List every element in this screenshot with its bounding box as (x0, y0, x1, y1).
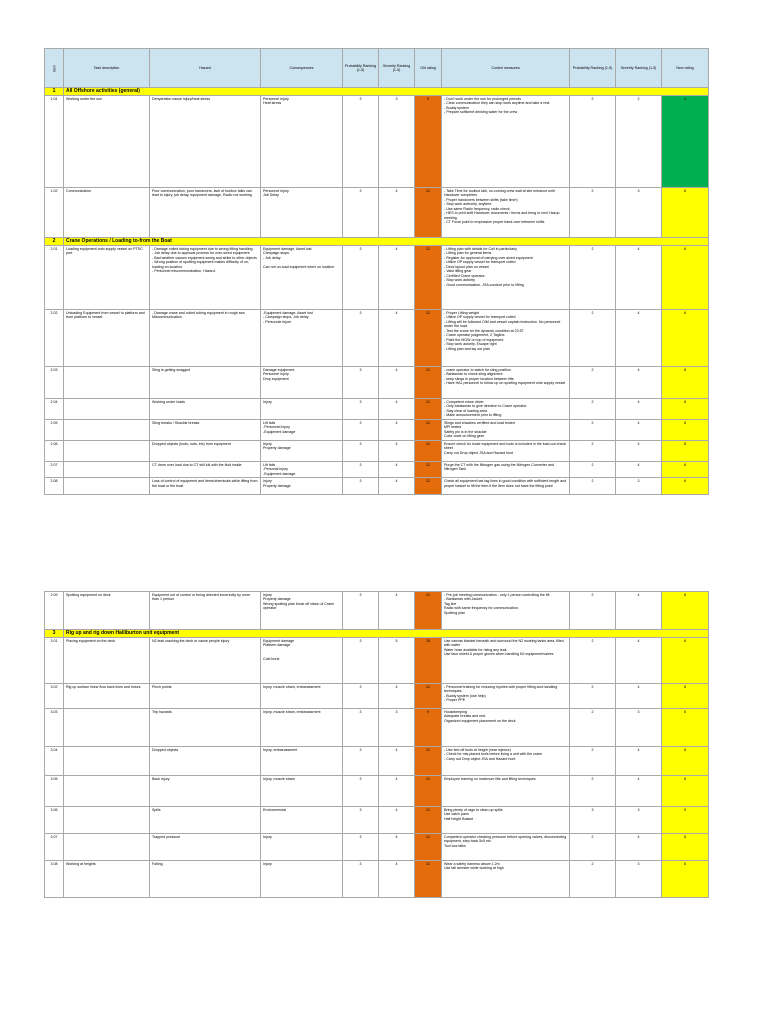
severity-ranking-new: 4 (616, 367, 662, 399)
severity-ranking: 4 (379, 462, 415, 478)
table-row (45, 420, 709, 441)
table-row (45, 638, 709, 684)
severity-ranking: 4 (379, 834, 415, 861)
section-header-row (45, 88, 709, 96)
probability-ranking: 3 (343, 399, 379, 420)
consequences: Injury Property damage (261, 441, 343, 462)
consequences: -Equipment damage, Asset lost - Campaign stops, Job delay - Personnle injure (261, 310, 343, 367)
table-row (45, 807, 709, 834)
severity-ranking: 4 (379, 747, 415, 776)
old-rating: 12 (415, 776, 442, 807)
header-hazard: Hazard (150, 49, 261, 88)
hazard: Trapped pressure (150, 834, 261, 861)
item-number: 3.01 (45, 638, 64, 684)
old-rating: 12 (415, 246, 442, 310)
probability-ranking: 3 (343, 478, 379, 495)
hazard: Trip hazards (150, 709, 261, 747)
severity-ranking-new: 4 (616, 776, 662, 807)
probability-ranking: 3 (343, 96, 379, 188)
control-measures: - Pre-job meeting communication - only 1 person controlling the lift - Banksman with Jacket. Tag line Radio with same frequency for communication. Spotting plan (442, 592, 570, 630)
old-rating: 12 (415, 861, 442, 898)
severity-ranking: 4 (379, 776, 415, 807)
table-row (45, 246, 709, 310)
consequences: Equipment damage Platform damage Cold burst (261, 638, 343, 684)
table-row (45, 776, 709, 807)
old-rating: 12 (415, 834, 442, 861)
task-description (64, 420, 150, 441)
severity-ranking-new: 4 (616, 441, 662, 462)
probability-ranking-new: 2 (570, 776, 616, 807)
control-measures: - Competent crane driver - Only banksman to give direction to Crane operator. - Stay clear of loading area - Make announcement prior to lifting (442, 399, 570, 420)
severity-ranking-new: 3 (616, 709, 662, 747)
item-number: 2.03 (45, 367, 64, 399)
old-rating: 12 (415, 478, 442, 495)
probability-ranking: 3 (343, 638, 379, 684)
header-old-rating: Old rating (415, 49, 442, 88)
table-row (45, 399, 709, 420)
severity-ranking: 4 (379, 420, 415, 441)
severity-ranking-new: 2 (616, 96, 662, 188)
table-body (45, 88, 709, 495)
new-rating: 6 (662, 709, 709, 747)
section-title: Crane Operations / Loading to-from the Boat (64, 238, 709, 246)
item-number: 3.04 (45, 747, 64, 776)
severity-ranking: 4 (379, 807, 415, 834)
severity-ranking: 4 (379, 592, 415, 630)
severity-ranking-new: 4 (616, 684, 662, 709)
probability-ranking-new: 2 (570, 462, 616, 478)
task-description (64, 462, 150, 478)
consequences: Personnel injury Job Delay (261, 188, 343, 238)
section-title: All Offshore activities (general) (64, 88, 709, 96)
header-severity-2: Severity Ranking (1-5) (616, 49, 662, 88)
table-row (45, 684, 709, 709)
task-description (64, 776, 150, 807)
severity-ranking-new: 3 (616, 478, 662, 495)
new-rating: 8 (662, 246, 709, 310)
section-number: 2 (45, 238, 64, 246)
probability-ranking: 3 (343, 861, 379, 898)
hazard: Spills (150, 807, 261, 834)
header-probability: Probability Ranking (1-5) (343, 49, 379, 88)
new-rating: 8 (662, 834, 709, 861)
severity-ranking-new: 4 (616, 420, 662, 441)
probability-ranking-new: 2 (570, 478, 616, 495)
control-measures: - crane operator to watch for sling position - Banksman to check sling alignment - keep slings in proper location between lifts - Have HAL personnel to follow up on spotting equipment onto supply vessel (442, 367, 570, 399)
control-measures: Check all equipment has tag lines in good condition with sufficient length and proper basket to lift the item if the item does not have the lifting point (442, 478, 570, 495)
probability-ranking-new: 2 (570, 684, 616, 709)
severity-ranking: 4 (379, 310, 415, 367)
new-rating: 8 (662, 592, 709, 630)
table-row (45, 861, 709, 898)
severity-ranking-new: 4 (616, 462, 662, 478)
hazard: Dropped objects (tools, nuts, etc) from equipment (150, 441, 261, 462)
control-measures: - Personnel training for reducing injuries with proper lifting and handling techniques. - Buddy system (use help) - Proper PPE (442, 684, 570, 709)
old-rating: 12 (415, 399, 442, 420)
task-description: Working at heights (64, 861, 150, 898)
severity-ranking: 3 (379, 709, 415, 747)
severity-ranking-new: 3 (616, 861, 662, 898)
probability-ranking-new: 2 (570, 96, 616, 188)
new-rating: 8 (662, 310, 709, 367)
probability-ranking: 3 (343, 592, 379, 630)
item-number: 2.07 (45, 462, 64, 478)
control-measures: - Proper Lifting weight - Utilize OP supply vessel for transport coiled - Lifting will be followed OIM and vessel captain instruction. No personnel under the load. - Test the crane for the dynamic condition at 23.5T - Crane operator judgement, 2 Tagline. - Paint the MGW on top of equipment - Stop work autority. Escape right - Lifting plan and lay out plan (442, 310, 570, 367)
severity-ranking-new: 4 (616, 638, 662, 684)
header-control: Control measures (442, 49, 570, 88)
consequences: Injury, embarassment (261, 747, 343, 776)
item-number: 2.05 (45, 420, 64, 441)
probability-ranking-new: 2 (570, 638, 616, 684)
task-description (64, 441, 150, 462)
item-number: 3.03 (45, 709, 64, 747)
hazard: CT drum over load due to CT still full with the fluid inside (150, 462, 261, 478)
consequences: Injury, muscle strain, embarassment (261, 709, 343, 747)
probability-ranking: 3 (343, 709, 379, 747)
severity-ranking-new: 4 (616, 399, 662, 420)
new-rating: 8 (662, 638, 709, 684)
hazard: Sling is getting snagged (150, 367, 261, 399)
hazard: Falling (150, 861, 261, 898)
hazard: - Damage crane and coiled tubing equipment in rough sea. Miscommunication (150, 310, 261, 367)
item-number: 1.02 (45, 188, 64, 238)
header-task: Task description (64, 49, 150, 88)
task-description: Loading equipment onto supply vessel on PTSC port (64, 246, 150, 310)
item-number: 2.01 (45, 246, 64, 310)
task-description: Rig up surface lines/ flow back lines and hoses (64, 684, 150, 709)
new-rating: 8 (662, 684, 709, 709)
control-measures: - Take Time for toolbox talk, on-coming crew wait at site entrance until Handover completes - Proper handovers between shifts (take time!) - Stop work authority, anytime. - Use same Radio frequency, radio check - HES to print shift Handover documents / forms and bring to next Hazop meeting - CT Focal point to emphasize proper hand-over between shifts (442, 188, 570, 238)
table-row (45, 441, 709, 462)
probability-ranking: 3 (343, 807, 379, 834)
old-rating: 12 (415, 684, 442, 709)
task-description (64, 747, 150, 776)
section-header-row (45, 238, 709, 246)
probability-ranking-new: 2 (570, 310, 616, 367)
severity-ranking: 4 (379, 367, 415, 399)
probability-ranking: 3 (343, 420, 379, 441)
item-number: 2.06 (45, 441, 64, 462)
probability-ranking-new: 2 (570, 367, 616, 399)
probability-ranking-new: 2 (570, 246, 616, 310)
new-rating: 4 (662, 96, 709, 188)
probability-ranking-new: 2 (570, 834, 616, 861)
old-rating: 12 (415, 462, 442, 478)
severity-ranking-new: 4 (616, 246, 662, 310)
old-rating: 9 (415, 96, 442, 188)
consequences: Injury, muscle strain (261, 776, 343, 807)
severity-ranking: 4 (379, 861, 415, 898)
item-number: 2.02 (45, 310, 64, 367)
item-number: 2.04 (45, 399, 64, 420)
new-rating: 8 (662, 776, 709, 807)
header-consequences: Consequences (261, 49, 343, 88)
probability-ranking: 3 (343, 834, 379, 861)
consequences: Personnel injury Heat stress (261, 96, 343, 188)
hazard: Poor communication, poor handovers, lack of toolbox talks can lead to injury, job delay, equipment damage, Radio not working (150, 188, 261, 238)
consequences: Injury (261, 861, 343, 898)
consequences: Injury (261, 399, 343, 420)
control-measures: Slings and shackles certified and load tested MPI tested Safety pin is in the shackle Color code on lifting gear (442, 420, 570, 441)
probability-ranking-new: 3 (570, 807, 616, 834)
control-measures: Wear a safety harness above 1.2m Use fall arrester while working at high (442, 861, 570, 898)
table-row (45, 592, 709, 630)
old-rating: 12 (415, 367, 442, 399)
old-rating: 12 (415, 420, 442, 441)
new-rating: 8 (662, 462, 709, 478)
severity-ranking: 4 (379, 441, 415, 462)
item-number: 3.02 (45, 684, 64, 709)
probability-ranking: 3 (343, 246, 379, 310)
hazard: Loss of control of equipment and items/chemicals while lifting from the boat or the boat (150, 478, 261, 495)
consequences: Injury Property damage (261, 478, 343, 495)
risk-table-page-1 (44, 48, 709, 495)
control-measures: Ensure check for loose equipment and tools is included in the load-out check sheet Carry out Drop object JSA and Hazard hunt (442, 441, 570, 462)
hazard: Dropped objects (150, 747, 261, 776)
table-row (45, 747, 709, 776)
header-severity: Severity Ranking (1-5) (379, 49, 415, 88)
consequences: Damage equipment Personnel injury Drop equipment (261, 367, 343, 399)
probability-ranking-new: 2 (570, 420, 616, 441)
hazard: Pinch points (150, 684, 261, 709)
control-measures: Use canvas blanket beneath and surround the N2 working tanks area, filled with water Water hose available for rising any leak Use face shield & proper gloves when handling N2 equipment/valves (442, 638, 570, 684)
table-row (45, 709, 709, 747)
task-description (64, 367, 150, 399)
severity-ranking-new: 4 (616, 747, 662, 776)
probability-ranking-new: 2 (570, 399, 616, 420)
severity-ranking-new: 4 (616, 592, 662, 630)
old-rating: 12 (415, 188, 442, 238)
old-rating: 12 (415, 592, 442, 630)
new-rating: 8 (662, 399, 709, 420)
section-header-row (45, 630, 709, 638)
new-rating: 6 (662, 188, 709, 238)
item-number: 3.07 (45, 834, 64, 861)
table-row (45, 367, 709, 399)
task-description: Placing equipment on the deck (64, 638, 150, 684)
probability-ranking-new: 2 (570, 709, 616, 747)
task-description: Unloading Equipment from vessel to platform and from platform to vessel. (64, 310, 150, 367)
probability-ranking: 3 (343, 188, 379, 238)
task-description (64, 834, 150, 861)
new-rating: 8 (662, 367, 709, 399)
severity-ranking-new: 4 (616, 834, 662, 861)
severity-ranking: 4 (379, 684, 415, 709)
old-rating: 15 (415, 638, 442, 684)
control-measures: Bring plenty of rags to clean up spills Use catch pans Half height Basket (442, 807, 570, 834)
hazard: Dehydration cause injury/heat stress (150, 96, 261, 188)
table-row (45, 462, 709, 478)
header-new-rating: New rating (662, 49, 709, 88)
probability-ranking: 3 (343, 310, 379, 367)
hazard: N2 leak cracking the deck or cause people injury (150, 638, 261, 684)
header-row (45, 49, 709, 88)
severity-ranking: 4 (379, 188, 415, 238)
task-description: Working under the sun (64, 96, 150, 188)
probability-ranking: 3 (343, 684, 379, 709)
severity-ranking-new: 3 (616, 188, 662, 238)
old-rating: 12 (415, 310, 442, 367)
probability-ranking: 3 (343, 776, 379, 807)
new-rating: 8 (662, 747, 709, 776)
severity-ranking: 4 (379, 246, 415, 310)
consequences: Equipment damage, Asset lost Campaign stops. - Job delay Can not un-load equipment when on location (261, 246, 343, 310)
probability-ranking-new: 2 (570, 861, 616, 898)
probability-ranking-new: 2 (570, 592, 616, 630)
control-measures: Purge the CT with the Nitrogen gas using the Nitrogen Converter and Nitrogen Tank (442, 462, 570, 478)
probability-ranking-new: 2 (570, 441, 616, 462)
probability-ranking: 3 (343, 441, 379, 462)
new-rating: 8 (662, 441, 709, 462)
table-row (45, 96, 709, 188)
section-title: Rig up and rig down Halliburton unit equipment (64, 630, 709, 638)
severity-ranking: 5 (379, 638, 415, 684)
section-number: 3 (45, 630, 64, 638)
hazard: Sling breaks / Shackle breaks (150, 420, 261, 441)
consequences: Injury, muscle strain, embarassment (261, 684, 343, 709)
item-number: 3.05 (45, 776, 64, 807)
section-number: 1 (45, 88, 64, 96)
new-rating: 9 (662, 807, 709, 834)
item-number: 3.08 (45, 861, 64, 898)
old-rating: 9 (415, 709, 442, 747)
risk-table-page-2 (44, 591, 709, 898)
control-measures: Employee training on maximum lifts and lifting techniques (442, 776, 570, 807)
table-row (45, 478, 709, 495)
table-row (45, 188, 709, 238)
task-description (64, 399, 150, 420)
old-rating: 12 (415, 807, 442, 834)
old-rating: 12 (415, 441, 442, 462)
task-description (64, 807, 150, 834)
table-row (45, 310, 709, 367)
new-rating: 6 (662, 861, 709, 898)
hazard: Back injury (150, 776, 261, 807)
hazard: Working under loads (150, 399, 261, 420)
control-measures: - Use tied off tools at height (near injector) - Check for mis-placed tools before living a unit with the crane - Carry out Drop object JSA and Hazard hunt (442, 747, 570, 776)
task-description (64, 478, 150, 495)
severity-ranking: 4 (379, 478, 415, 495)
severity-ranking-new: 3 (616, 807, 662, 834)
probability-ranking: 3 (343, 747, 379, 776)
new-rating: 6 (662, 478, 709, 495)
table-row (45, 834, 709, 861)
item-number: 3.06 (45, 807, 64, 834)
item-number: 2.09 (45, 592, 64, 630)
control-measures: - Lifting plan with details for Coil in particularly - Lifting plan for general items - Register for approval of carrying over-sized equipment - Utilize OP supply vessel for transport coiled - Deck layout plan on vessel - Valid lifting gear - Certified Crane operator. - Stop work autority - Good communication, JSA conduct prior to lifting (442, 246, 570, 310)
consequences: Injury Property damage Wrong spotting plan block off vision of Crane operator (261, 592, 343, 630)
item-number: 2.08 (45, 478, 64, 495)
severity-ranking: 3 (379, 96, 415, 188)
hazard: Equipment out of control or being directed incorrectly by more than 1 person (150, 592, 261, 630)
consequences: Environmental (261, 807, 343, 834)
control-measures: - Don't work under the sun for prolonged periods - Clear communication they can stop work anytime and take a rest. - Buddy system - Prepare sufficient drinking water for the crew (442, 96, 570, 188)
task-description: Spotting equipment on deck (64, 592, 150, 630)
severity-ranking-new: 4 (616, 310, 662, 367)
table-body (45, 592, 709, 898)
task-description: Communication (64, 188, 150, 238)
hazard: - Damage coiled tubing equipment due to wrong lifting handling. - Job delay due to approval process for over-sized equipment - Bad weather causes equipment swing and strike to other objects - Wrong position of spotting equipment makes difficulty of un-loading on location - Personnel miscommunication, Hazard. (150, 246, 261, 310)
probability-ranking: 3 (343, 462, 379, 478)
header-item: Item (45, 49, 64, 88)
task-description (64, 709, 150, 747)
probability-ranking-new: 2 (570, 188, 616, 238)
consequences: Lift fails -Personnel injury -Equipment damage (261, 420, 343, 441)
control-measures: Housekeeping Adequate breaks and rest. Organized equipment placement on the deck (442, 709, 570, 747)
probability-ranking-new: 2 (570, 747, 616, 776)
consequences: Injury (261, 834, 343, 861)
consequences: Lift fails -Personal injury -Equipment damage (261, 462, 343, 478)
new-rating: 8 (662, 420, 709, 441)
old-rating: 12 (415, 747, 442, 776)
severity-ranking: 4 (379, 399, 415, 420)
control-measures: Competent operator checking pressure before opening valves, disconnecting equipment, step back 5x5 etc. Tool box talks (442, 834, 570, 861)
header-probability-2: Probability Ranking (1-5) (570, 49, 616, 88)
item-number: 1.01 (45, 96, 64, 188)
probability-ranking: 3 (343, 367, 379, 399)
